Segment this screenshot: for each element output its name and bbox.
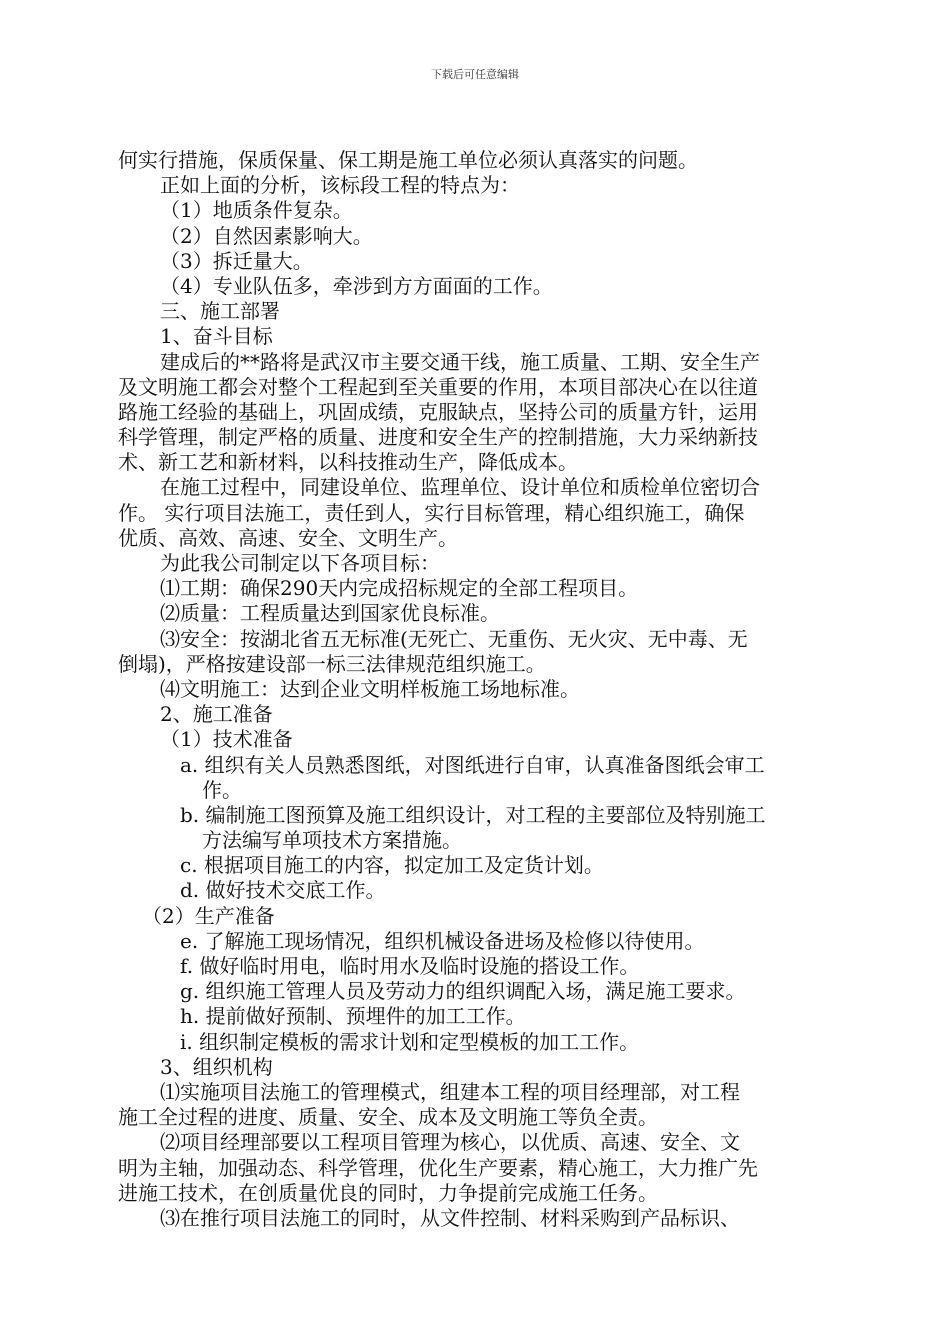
text-line: （4）专业队伍多，牵涉到方方面面的工作。 bbox=[160, 273, 553, 298]
text-line: 优质、高效、高速、安全、文明生产。 bbox=[118, 525, 458, 550]
text-line: a. 组织有关人员熟悉图纸，对图纸进行自审，认真准备图纸会审工 bbox=[180, 752, 765, 777]
text-line: 科学管理，制定严格的质量、进度和安全生产的控制措施，大力采纳新技 bbox=[118, 425, 758, 450]
text-line: （1）地质条件复杂。 bbox=[160, 198, 353, 223]
text-line: 为此我公司制定以下各项目标： bbox=[160, 551, 440, 575]
text-line: （1）技术准备 bbox=[160, 727, 293, 752]
text-line: 倒塌)，严格按建设部一标三法律规范组织施工。 bbox=[118, 651, 546, 676]
text-line: （2）生产准备 bbox=[142, 903, 275, 928]
text-line: （2）自然因素影响大。 bbox=[160, 223, 373, 248]
text-line: 进施工技术，在创质量优良的同时，力争提前完成施工任务。 bbox=[118, 1180, 658, 1205]
text-line: h. 提前做好预制、预埋件的加工工作。 bbox=[180, 1004, 526, 1029]
text-line: 3、组织机构 bbox=[160, 1054, 273, 1079]
page-header: 下载后可任意编辑 bbox=[431, 68, 519, 81]
text-line: 何实行措施，保质保量、保工期是施工单位必须认真落实的问题。 bbox=[118, 148, 698, 172]
text-line: f. 做好临时用电，临时用水及临时设施的搭设工作。 bbox=[180, 954, 640, 978]
text-line: 三、施工部署 bbox=[160, 299, 280, 324]
text-line: ⑵质量：工程质量达到国家优良标准。 bbox=[160, 601, 500, 626]
text-line: 建成后的**路将是武汉市主要交通干线，施工质量、工期、安全生产 bbox=[160, 349, 760, 374]
text-line: 作。 bbox=[202, 777, 242, 802]
text-line: i. 组织制定模板的需求计划和定型模板的加工工作。 bbox=[180, 1029, 640, 1054]
text-line: 明为主轴，加强动态、科学管理，优化生产要素，精心施工，大力推广先 bbox=[118, 1155, 758, 1180]
text-line: ⑶在推行项目法施工的同时，从文件控制、材料采购到产品标识、 bbox=[160, 1205, 740, 1230]
text-line: ⑷文明施工：达到企业文明样板施工场地标准。 bbox=[160, 676, 580, 701]
text-line: b. 编制施工图预算及施工组织设计，对工程的主要部位及特别施工 bbox=[180, 802, 766, 827]
text-line: g. 组织施工管理人员及劳动力的组织调配入场，满足施工要求。 bbox=[180, 979, 746, 1004]
text-line: 正如上面的分析，该标段工程的特点为： bbox=[160, 173, 520, 198]
text-line: ⑴实施项目法施工的管理模式，组建本工程的项目经理部，对工程 bbox=[160, 1079, 740, 1104]
text-line: c. 根据项目施工的内容，拟定加工及定货计划。 bbox=[180, 853, 604, 878]
text-line: d. 做好技术交底工作。 bbox=[180, 878, 386, 903]
text-line: 路施工经验的基础上，巩固成绩，克服缺点，坚持公司的质量方针，运用 bbox=[118, 399, 758, 424]
text-line: 在施工过程中，同建设单位、监理单位、设计单位和质检单位密切合 bbox=[160, 475, 760, 500]
text-line: 方法编写单项技术方案措施。 bbox=[202, 828, 462, 853]
text-line: 术、新工艺和新材料，以科技推动生产，降低成本。 bbox=[118, 450, 578, 475]
text-line: ⑴工期：确保290天内完成招标规定的全部工程项目。 bbox=[160, 576, 639, 601]
text-line: e. 了解施工现场情况，组织机械设备进场及检修以待使用。 bbox=[180, 928, 705, 953]
text-line: ⑶安全：按湖北省五无标准(无死亡、无重伤、无火灾、无中毒、无 bbox=[160, 626, 748, 651]
text-line: 1、奋斗目标 bbox=[160, 324, 273, 349]
text-line: 2、施工准备 bbox=[160, 702, 273, 727]
text-line: 作。 实行项目法施工，责任到人，实行目标管理，精心组织施工，确保 bbox=[118, 500, 745, 525]
text-line: 施工全过程的进度、质量、安全、成本及文明施工等负全责。 bbox=[118, 1105, 658, 1130]
document-body bbox=[118, 148, 840, 1231]
text-line: 及文明施工都会对整个工程起到至关重要的作用，本项目部决心在以往道 bbox=[118, 374, 758, 399]
text-line: ⑵项目经理部要以工程项目管理为核心，以优质、高速、安全、文 bbox=[160, 1130, 740, 1155]
text-line: （3）拆迁量大。 bbox=[160, 248, 313, 273]
